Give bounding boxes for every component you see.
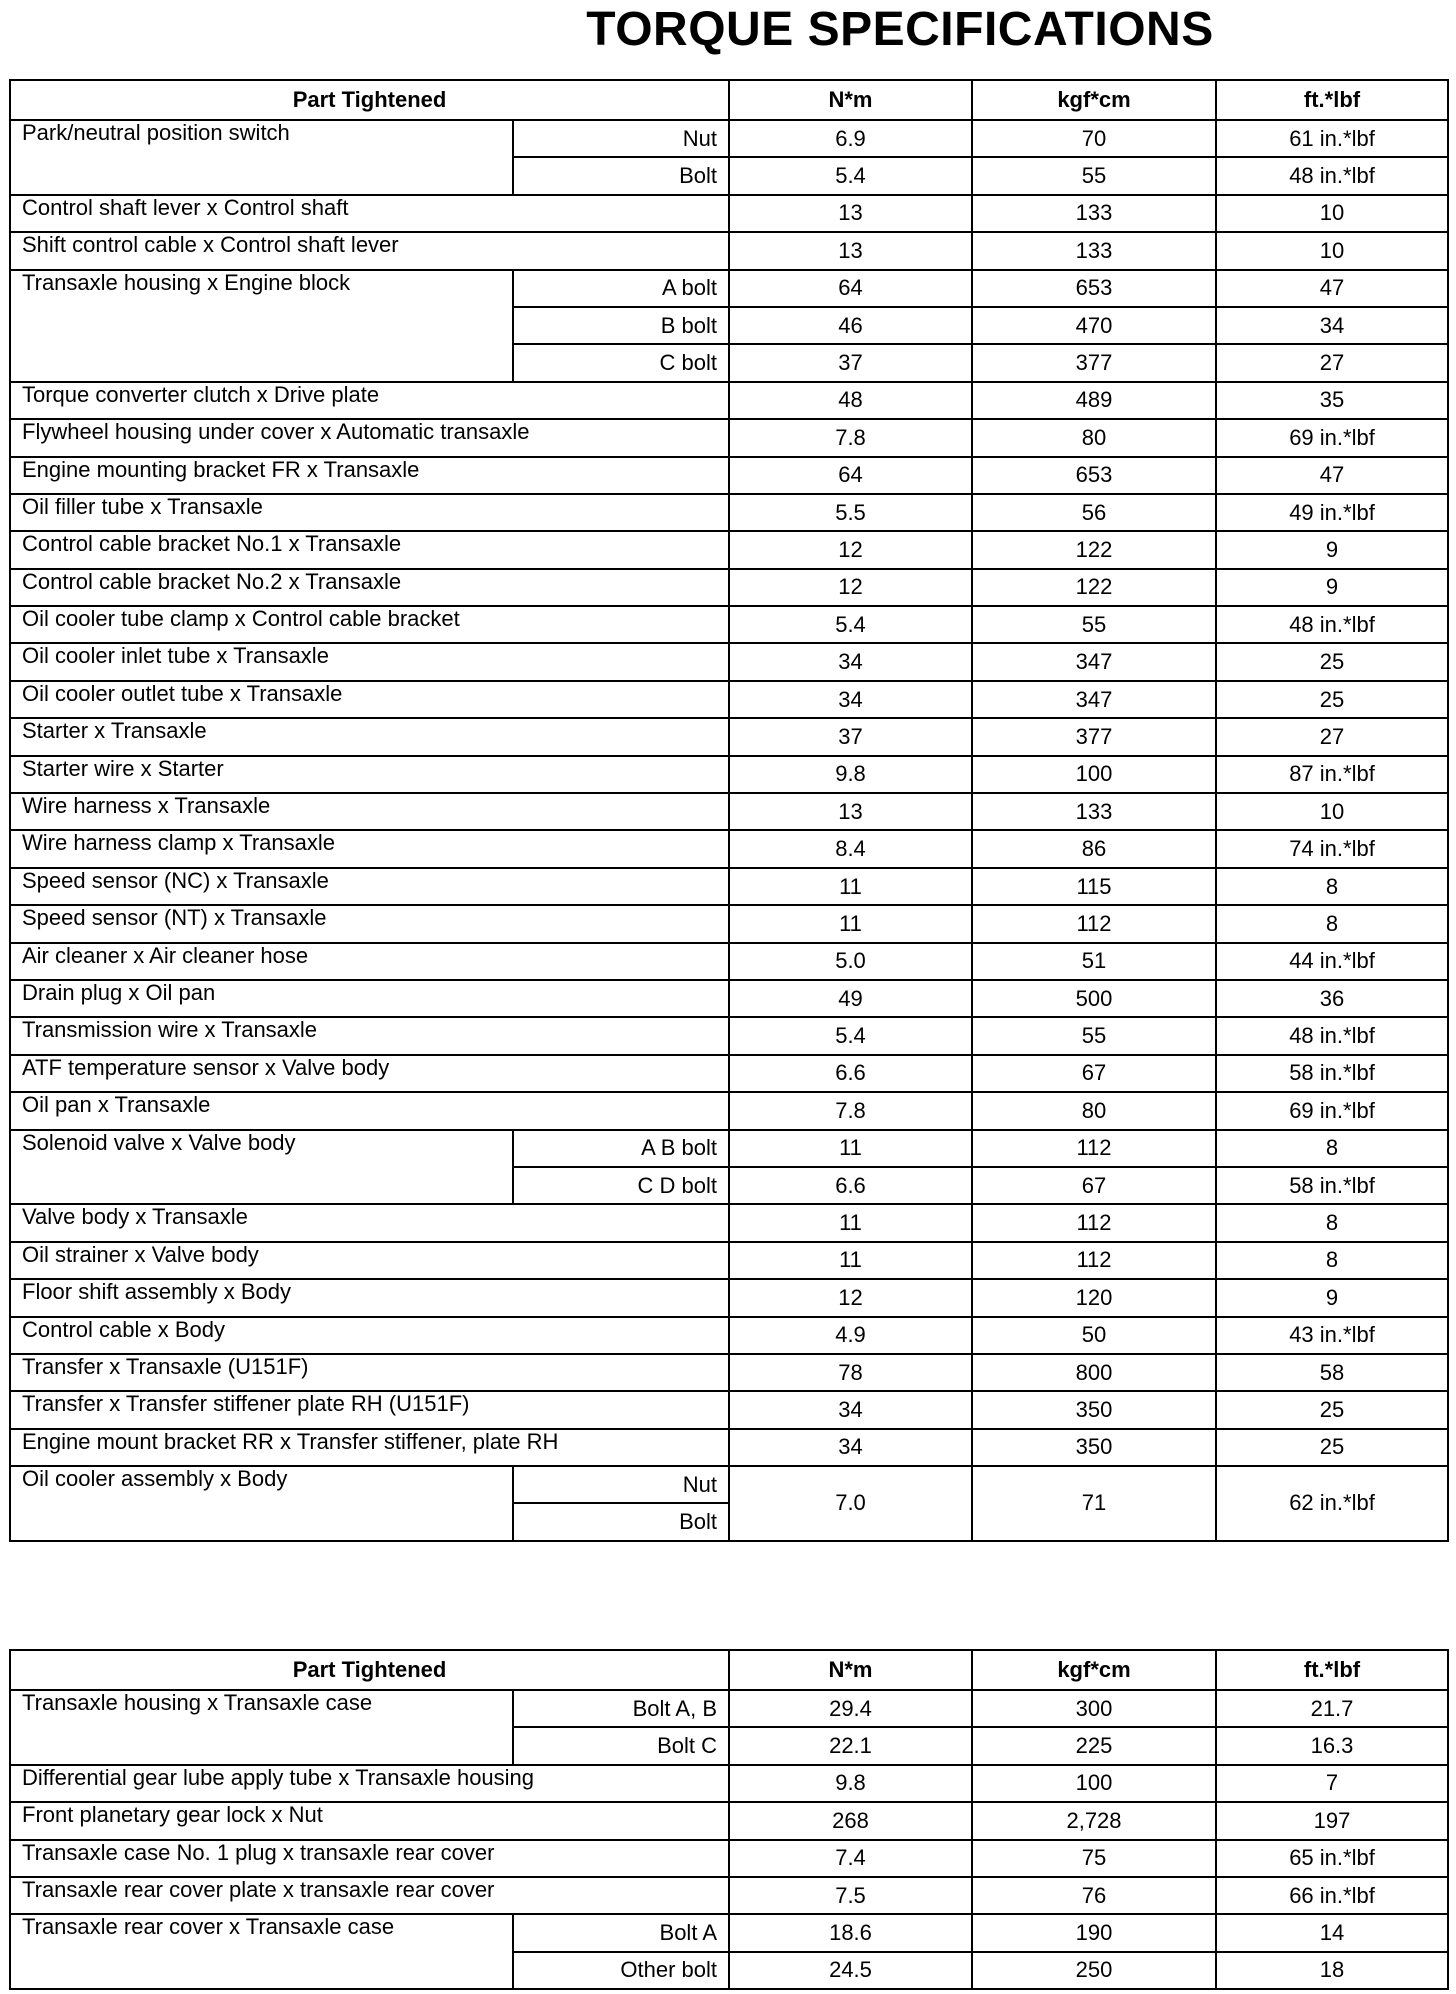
torque-nm: 7.8 <box>729 419 972 456</box>
part-name: Solenoid valve x Valve body <box>10 1130 513 1205</box>
part-name: Floor shift assembly x Body <box>10 1279 729 1316</box>
torque-nm: 34 <box>729 1429 972 1466</box>
torque-kgfcm: 653 <box>972 270 1216 307</box>
torque-kgfcm: 347 <box>972 643 1216 680</box>
torque-ftlbf: 36 <box>1216 980 1448 1017</box>
torque-kgfcm: 112 <box>972 1204 1216 1241</box>
torque-ftlbf: 8 <box>1216 905 1448 942</box>
torque-nm: 12 <box>729 531 972 568</box>
torque-nm: 7.0 <box>729 1466 972 1541</box>
torque-ftlbf: 25 <box>1216 1391 1448 1428</box>
torque-kgfcm: 112 <box>972 905 1216 942</box>
torque-kgfcm: 71 <box>972 1466 1216 1541</box>
torque-ftlbf: 14 <box>1216 1914 1448 1951</box>
torque-kgfcm: 350 <box>972 1391 1216 1428</box>
fastener-type: Nut <box>513 120 729 157</box>
torque-kgfcm: 122 <box>972 569 1216 606</box>
table-row <box>10 569 1448 606</box>
torque-ftlbf: 48 in.*lbf <box>1216 157 1448 194</box>
torque-ftlbf: 69 in.*lbf <box>1216 1092 1448 1129</box>
torque-ftlbf: 69 in.*lbf <box>1216 419 1448 456</box>
header-ftlbf: ft.*lbf <box>1216 80 1448 120</box>
header-nm: N*m <box>729 80 972 120</box>
torque-ftlbf: 9 <box>1216 531 1448 568</box>
torque-kgfcm: 489 <box>972 382 1216 419</box>
torque-nm: 12 <box>729 569 972 606</box>
table-row <box>10 1242 1448 1279</box>
torque-nm: 6.9 <box>729 120 972 157</box>
torque-kgfcm: 250 <box>972 1952 1216 1989</box>
torque-ftlbf: 16.3 <box>1216 1727 1448 1764</box>
torque-nm: 64 <box>729 457 972 494</box>
torque-ftlbf: 58 in.*lbf <box>1216 1167 1448 1204</box>
torque-ftlbf: 65 in.*lbf <box>1216 1840 1448 1877</box>
part-name: Transaxle case No. 1 plug x transaxle rear cover <box>10 1840 729 1877</box>
table-row <box>10 531 1448 568</box>
part-name: Shift control cable x Control shaft lever <box>10 232 729 269</box>
table-row <box>10 868 1448 905</box>
torque-ftlbf: 9 <box>1216 569 1448 606</box>
table-row <box>10 1914 1448 1951</box>
table-row <box>10 270 1448 307</box>
torque-nm: 13 <box>729 793 972 830</box>
part-name: Control cable bracket No.1 x Transaxle <box>10 531 729 568</box>
header-kgfcm: kgf*cm <box>972 80 1216 120</box>
part-name: Park/neutral position switch <box>10 120 513 195</box>
torque-ftlbf: 48 in.*lbf <box>1216 1017 1448 1054</box>
torque-ftlbf: 18 <box>1216 1952 1448 1989</box>
torque-ftlbf: 8 <box>1216 868 1448 905</box>
torque-kgfcm: 100 <box>972 756 1216 793</box>
torque-nm: 5.4 <box>729 1017 972 1054</box>
torque-ftlbf: 25 <box>1216 681 1448 718</box>
fastener-type: Nut <box>513 1466 729 1503</box>
torque-ftlbf: 66 in.*lbf <box>1216 1877 1448 1914</box>
torque-nm: 4.9 <box>729 1317 972 1354</box>
torque-nm: 18.6 <box>729 1914 972 1951</box>
torque-nm: 22.1 <box>729 1727 972 1764</box>
table-row <box>10 606 1448 643</box>
torque-nm: 12 <box>729 1279 972 1316</box>
torque-kgfcm: 120 <box>972 1279 1216 1316</box>
fastener-type: Bolt C <box>513 1727 729 1764</box>
table-row <box>10 980 1448 1017</box>
part-name: Starter wire x Starter <box>10 756 729 793</box>
part-name: Starter x Transaxle <box>10 718 729 755</box>
torque-table-2 <box>9 1649 1449 1990</box>
part-name: Control shaft lever x Control shaft <box>10 195 729 232</box>
torque-kgfcm: 190 <box>972 1914 1216 1951</box>
torque-table-1 <box>9 79 1449 1542</box>
torque-kgfcm: 55 <box>972 606 1216 643</box>
torque-nm: 78 <box>729 1354 972 1391</box>
table-row <box>10 943 1448 980</box>
part-name: Drain plug x Oil pan <box>10 980 729 1017</box>
table-row <box>10 718 1448 755</box>
part-name: Wire harness clamp x Transaxle <box>10 830 729 867</box>
table-row <box>10 1017 1448 1054</box>
part-name: Air cleaner x Air cleaner hose <box>10 943 729 980</box>
torque-ftlbf: 10 <box>1216 232 1448 269</box>
torque-kgfcm: 55 <box>972 157 1216 194</box>
torque-ftlbf: 197 <box>1216 1802 1448 1839</box>
table-row <box>10 1690 1448 1727</box>
part-name: Wire harness x Transaxle <box>10 793 729 830</box>
torque-kgfcm: 300 <box>972 1690 1216 1727</box>
torque-kgfcm: 80 <box>972 1092 1216 1129</box>
torque-nm: 24.5 <box>729 1952 972 1989</box>
fastener-type: A B bolt <box>513 1130 729 1167</box>
torque-ftlbf: 7 <box>1216 1765 1448 1802</box>
torque-nm: 11 <box>729 868 972 905</box>
fastener-type: C D bolt <box>513 1167 729 1204</box>
torque-nm: 37 <box>729 718 972 755</box>
torque-ftlbf: 25 <box>1216 643 1448 680</box>
torque-nm: 13 <box>729 232 972 269</box>
torque-nm: 9.8 <box>729 756 972 793</box>
torque-kgfcm: 347 <box>972 681 1216 718</box>
torque-ftlbf: 10 <box>1216 793 1448 830</box>
part-name: Oil filler tube x Transaxle <box>10 494 729 531</box>
torque-ftlbf: 8 <box>1216 1204 1448 1241</box>
torque-ftlbf: 44 in.*lbf <box>1216 943 1448 980</box>
table-row <box>10 643 1448 680</box>
part-name: Oil cooler inlet tube x Transaxle <box>10 643 729 680</box>
torque-kgfcm: 2,728 <box>972 1802 1216 1839</box>
torque-nm: 34 <box>729 1391 972 1428</box>
torque-nm: 34 <box>729 643 972 680</box>
torque-kgfcm: 55 <box>972 1017 1216 1054</box>
torque-ftlbf: 10 <box>1216 195 1448 232</box>
torque-ftlbf: 27 <box>1216 718 1448 755</box>
torque-kgfcm: 115 <box>972 868 1216 905</box>
fastener-type: Bolt A <box>513 1914 729 1951</box>
header-kgfcm: kgf*cm <box>972 1650 1216 1690</box>
table-row <box>10 1130 1448 1167</box>
table-row <box>10 120 1448 157</box>
header-part-tightened: Part Tightened <box>10 80 729 120</box>
fastener-type: Bolt A, B <box>513 1690 729 1727</box>
torque-nm: 5.5 <box>729 494 972 531</box>
torque-ftlbf: 87 in.*lbf <box>1216 756 1448 793</box>
table-row <box>10 830 1448 867</box>
torque-kgfcm: 67 <box>972 1167 1216 1204</box>
table-row <box>10 1765 1448 1802</box>
torque-nm: 29.4 <box>729 1690 972 1727</box>
part-name: Transfer x Transfer stiffener plate RH (U151F) <box>10 1391 729 1428</box>
torque-nm: 11 <box>729 905 972 942</box>
part-name: Transmission wire x Transaxle <box>10 1017 729 1054</box>
header-nm: N*m <box>729 1650 972 1690</box>
part-name: Transaxle housing x Engine block <box>10 270 513 382</box>
table-row <box>10 195 1448 232</box>
part-name: Oil cooler outlet tube x Transaxle <box>10 681 729 718</box>
torque-kgfcm: 112 <box>972 1242 1216 1279</box>
fastener-type: C bolt <box>513 344 729 381</box>
torque-kgfcm: 76 <box>972 1877 1216 1914</box>
page-title: TORQUE SPECIFICATIONS <box>586 3 1214 56</box>
torque-ftlbf: 21.7 <box>1216 1690 1448 1727</box>
torque-nm: 13 <box>729 195 972 232</box>
fastener-type: A bolt <box>513 270 729 307</box>
torque-kgfcm: 377 <box>972 718 1216 755</box>
part-name: Control cable x Body <box>10 1317 729 1354</box>
torque-kgfcm: 377 <box>972 344 1216 381</box>
part-name: Valve body x Transaxle <box>10 1204 729 1241</box>
torque-nm: 6.6 <box>729 1055 972 1092</box>
table-row <box>10 1391 1448 1428</box>
part-name: Differential gear lube apply tube x Transaxle housing <box>10 1765 729 1802</box>
table-row <box>10 1840 1448 1877</box>
part-name: Oil cooler assembly x Body <box>10 1466 513 1541</box>
fastener-type: Other bolt <box>513 1952 729 1989</box>
part-name: ATF temperature sensor x Valve body <box>10 1055 729 1092</box>
torque-nm: 11 <box>729 1204 972 1241</box>
torque-ftlbf: 9 <box>1216 1279 1448 1316</box>
header-part-tightened: Part Tightened <box>10 1650 729 1690</box>
torque-nm: 7.8 <box>729 1092 972 1129</box>
table-row <box>10 419 1448 456</box>
torque-nm: 7.5 <box>729 1877 972 1914</box>
torque-ftlbf: 47 <box>1216 457 1448 494</box>
part-name: Transaxle rear cover plate x transaxle rear cover <box>10 1877 729 1914</box>
part-name: Transfer x Transaxle (U151F) <box>10 1354 729 1391</box>
torque-kgfcm: 67 <box>972 1055 1216 1092</box>
torque-nm: 6.6 <box>729 1167 972 1204</box>
table-row <box>10 1279 1448 1316</box>
torque-ftlbf: 8 <box>1216 1242 1448 1279</box>
torque-nm: 5.4 <box>729 157 972 194</box>
table-row <box>10 494 1448 531</box>
torque-ftlbf: 35 <box>1216 382 1448 419</box>
part-name: Engine mounting bracket FR x Transaxle <box>10 457 729 494</box>
torque-ftlbf: 62 in.*lbf <box>1216 1466 1448 1541</box>
table-row <box>10 1877 1448 1914</box>
header-ftlbf: ft.*lbf <box>1216 1650 1448 1690</box>
table-row <box>10 756 1448 793</box>
table-row <box>10 1802 1448 1839</box>
table-row <box>10 905 1448 942</box>
fastener-type: B bolt <box>513 307 729 344</box>
torque-ftlbf: 58 in.*lbf <box>1216 1055 1448 1092</box>
table-row <box>10 1317 1448 1354</box>
table-row <box>10 1354 1448 1391</box>
torque-ftlbf: 48 in.*lbf <box>1216 606 1448 643</box>
fastener-type: Bolt <box>513 157 729 194</box>
torque-ftlbf: 61 in.*lbf <box>1216 120 1448 157</box>
table-row <box>10 681 1448 718</box>
torque-kgfcm: 225 <box>972 1727 1216 1764</box>
torque-nm: 5.4 <box>729 606 972 643</box>
torque-nm: 64 <box>729 270 972 307</box>
torque-nm: 9.8 <box>729 1765 972 1802</box>
table-row <box>10 1466 1448 1503</box>
table-row <box>10 1429 1448 1466</box>
table-row <box>10 457 1448 494</box>
torque-ftlbf: 34 <box>1216 307 1448 344</box>
torque-kgfcm: 133 <box>972 793 1216 830</box>
torque-ftlbf: 43 in.*lbf <box>1216 1317 1448 1354</box>
torque-kgfcm: 133 <box>972 195 1216 232</box>
part-name: Oil strainer x Valve body <box>10 1242 729 1279</box>
torque-kgfcm: 133 <box>972 232 1216 269</box>
part-name: Front planetary gear lock x Nut <box>10 1802 729 1839</box>
torque-kgfcm: 75 <box>972 1840 1216 1877</box>
torque-nm: 268 <box>729 1802 972 1839</box>
torque-kgfcm: 653 <box>972 457 1216 494</box>
table-row <box>10 232 1448 269</box>
table-row <box>10 793 1448 830</box>
torque-kgfcm: 100 <box>972 1765 1216 1802</box>
torque-kgfcm: 112 <box>972 1130 1216 1167</box>
part-name: Flywheel housing under cover x Automatic transaxle <box>10 419 729 456</box>
torque-nm: 8.4 <box>729 830 972 867</box>
torque-kgfcm: 56 <box>972 494 1216 531</box>
table-row <box>10 382 1448 419</box>
torque-kgfcm: 122 <box>972 531 1216 568</box>
fastener-type: Bolt <box>513 1503 729 1540</box>
torque-ftlbf: 47 <box>1216 270 1448 307</box>
torque-kgfcm: 470 <box>972 307 1216 344</box>
torque-nm: 34 <box>729 681 972 718</box>
torque-kgfcm: 350 <box>972 1429 1216 1466</box>
torque-ftlbf: 74 in.*lbf <box>1216 830 1448 867</box>
torque-nm: 48 <box>729 382 972 419</box>
torque-nm: 46 <box>729 307 972 344</box>
torque-ftlbf: 58 <box>1216 1354 1448 1391</box>
torque-kgfcm: 500 <box>972 980 1216 1017</box>
torque-kgfcm: 50 <box>972 1317 1216 1354</box>
torque-ftlbf: 8 <box>1216 1130 1448 1167</box>
part-name: Oil pan x Transaxle <box>10 1092 729 1129</box>
torque-ftlbf: 25 <box>1216 1429 1448 1466</box>
torque-kgfcm: 51 <box>972 943 1216 980</box>
torque-kgfcm: 80 <box>972 419 1216 456</box>
table-row <box>10 1055 1448 1092</box>
part-name: Speed sensor (NC) x Transaxle <box>10 868 729 905</box>
torque-nm: 37 <box>729 344 972 381</box>
torque-nm: 49 <box>729 980 972 1017</box>
torque-kgfcm: 70 <box>972 120 1216 157</box>
torque-kgfcm: 86 <box>972 830 1216 867</box>
torque-ftlbf: 49 in.*lbf <box>1216 494 1448 531</box>
torque-nm: 11 <box>729 1130 972 1167</box>
torque-ftlbf: 27 <box>1216 344 1448 381</box>
torque-nm: 11 <box>729 1242 972 1279</box>
part-name: Transaxle housing x Transaxle case <box>10 1690 513 1765</box>
part-name: Oil cooler tube clamp x Control cable bracket <box>10 606 729 643</box>
part-name: Speed sensor (NT) x Transaxle <box>10 905 729 942</box>
part-name: Torque converter clutch x Drive plate <box>10 382 729 419</box>
torque-nm: 5.0 <box>729 943 972 980</box>
torque-kgfcm: 800 <box>972 1354 1216 1391</box>
table-row <box>10 1092 1448 1129</box>
part-name: Engine mount bracket RR x Transfer stiffener, plate RH <box>10 1429 729 1466</box>
table-row <box>10 1204 1448 1241</box>
part-name: Control cable bracket No.2 x Transaxle <box>10 569 729 606</box>
part-name: Transaxle rear cover x Transaxle case <box>10 1914 513 1989</box>
torque-nm: 7.4 <box>729 1840 972 1877</box>
